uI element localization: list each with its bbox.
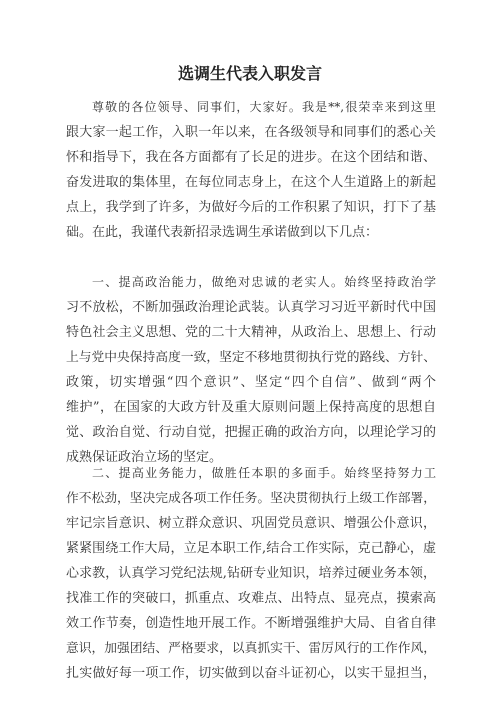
text-line: 扎实做好每一项工作，切实做到以奋斗证初心，以实干显担当， <box>66 666 436 681</box>
text-line: 一、提高政治能力，做绝对忠诚的老实人。始终坚持政治学 <box>92 275 436 289</box>
paragraph-business-ability <box>66 461 436 686</box>
text-line: 础。在此，我谨代表新招录选调生承诺做到以下几点： <box>66 225 379 240</box>
text-line: 跟大家一起工作，入职一年以来，在各级领导和同事们的悉心关 <box>66 125 436 140</box>
text-line: 牢记宗旨意识、树立群众意识、巩固党员意识、增强公仆意识， <box>66 516 436 531</box>
text-line: 怀和指导下，我在各方面都有了长足的进步。在这个团结和谐、 <box>66 150 436 165</box>
text-line: 点上，我学到了许多，为做好今后的工作积累了知识，打下了基 <box>66 200 436 215</box>
text-line: 心求教，认真学习党纪法规,钻研专业知识，培养过硬业务本领， <box>66 566 436 581</box>
text-line: 意识，加强团结、严格要求，以真抓实干、雷厉风行的工作作风， <box>66 641 436 656</box>
text-line: 奋发进取的集体里，在每位同志身上，在这个人生道路上的新起 <box>66 175 436 190</box>
text-line: 维护”，在国家的大政方针及重大原则问题上保持高度的思想自 <box>66 400 436 415</box>
text-line: 觉、政治自觉、行动自觉，把握正确的政治方向，以理论学习的 <box>66 425 436 440</box>
text-line: 政策，切实增强“四个意识”、坚定“四个自信”、做到“两个 <box>66 375 436 390</box>
text-line: 二、提高业务能力，做胜任本职的多面手。始终坚持努力工 <box>92 466 436 480</box>
document-title: 选调生代表入职发言 <box>177 64 322 83</box>
text-line: 特色社会主义思想、党的二十大精神，从政治上、思想上、行动 <box>66 325 436 340</box>
paragraph-political-ability <box>66 270 436 470</box>
text-line: 紧紧围绕工作大局，立足本职工作,结合工作实际，克己静心，虚 <box>66 541 436 556</box>
text-line: 作不松劲，坚决完成各项工作任务。坚决贯彻执行上级工作部署， <box>66 491 436 506</box>
text-line: 成熟保证政治立场的坚定。 <box>66 450 223 465</box>
text-line: 找准工作的突破口，抓重点、攻难点、出特点、显亮点，摸索高 <box>66 591 436 606</box>
text-line: 尊敬的各位领导、同事们，大家好。我是**,很荣幸来到这里 <box>92 100 436 114</box>
text-line: 效工作节奏，创造性地开展工作。不断增强维护大局、自省自律 <box>66 616 436 631</box>
text-line: 上与党中央保持高度一致，坚定不移地贯彻执行党的路线、方针、 <box>66 350 436 365</box>
paragraph-greeting <box>66 95 436 245</box>
text-line: 习不放松，不断加强政治理论武装。认真学习习近平新时代中国 <box>66 300 436 315</box>
